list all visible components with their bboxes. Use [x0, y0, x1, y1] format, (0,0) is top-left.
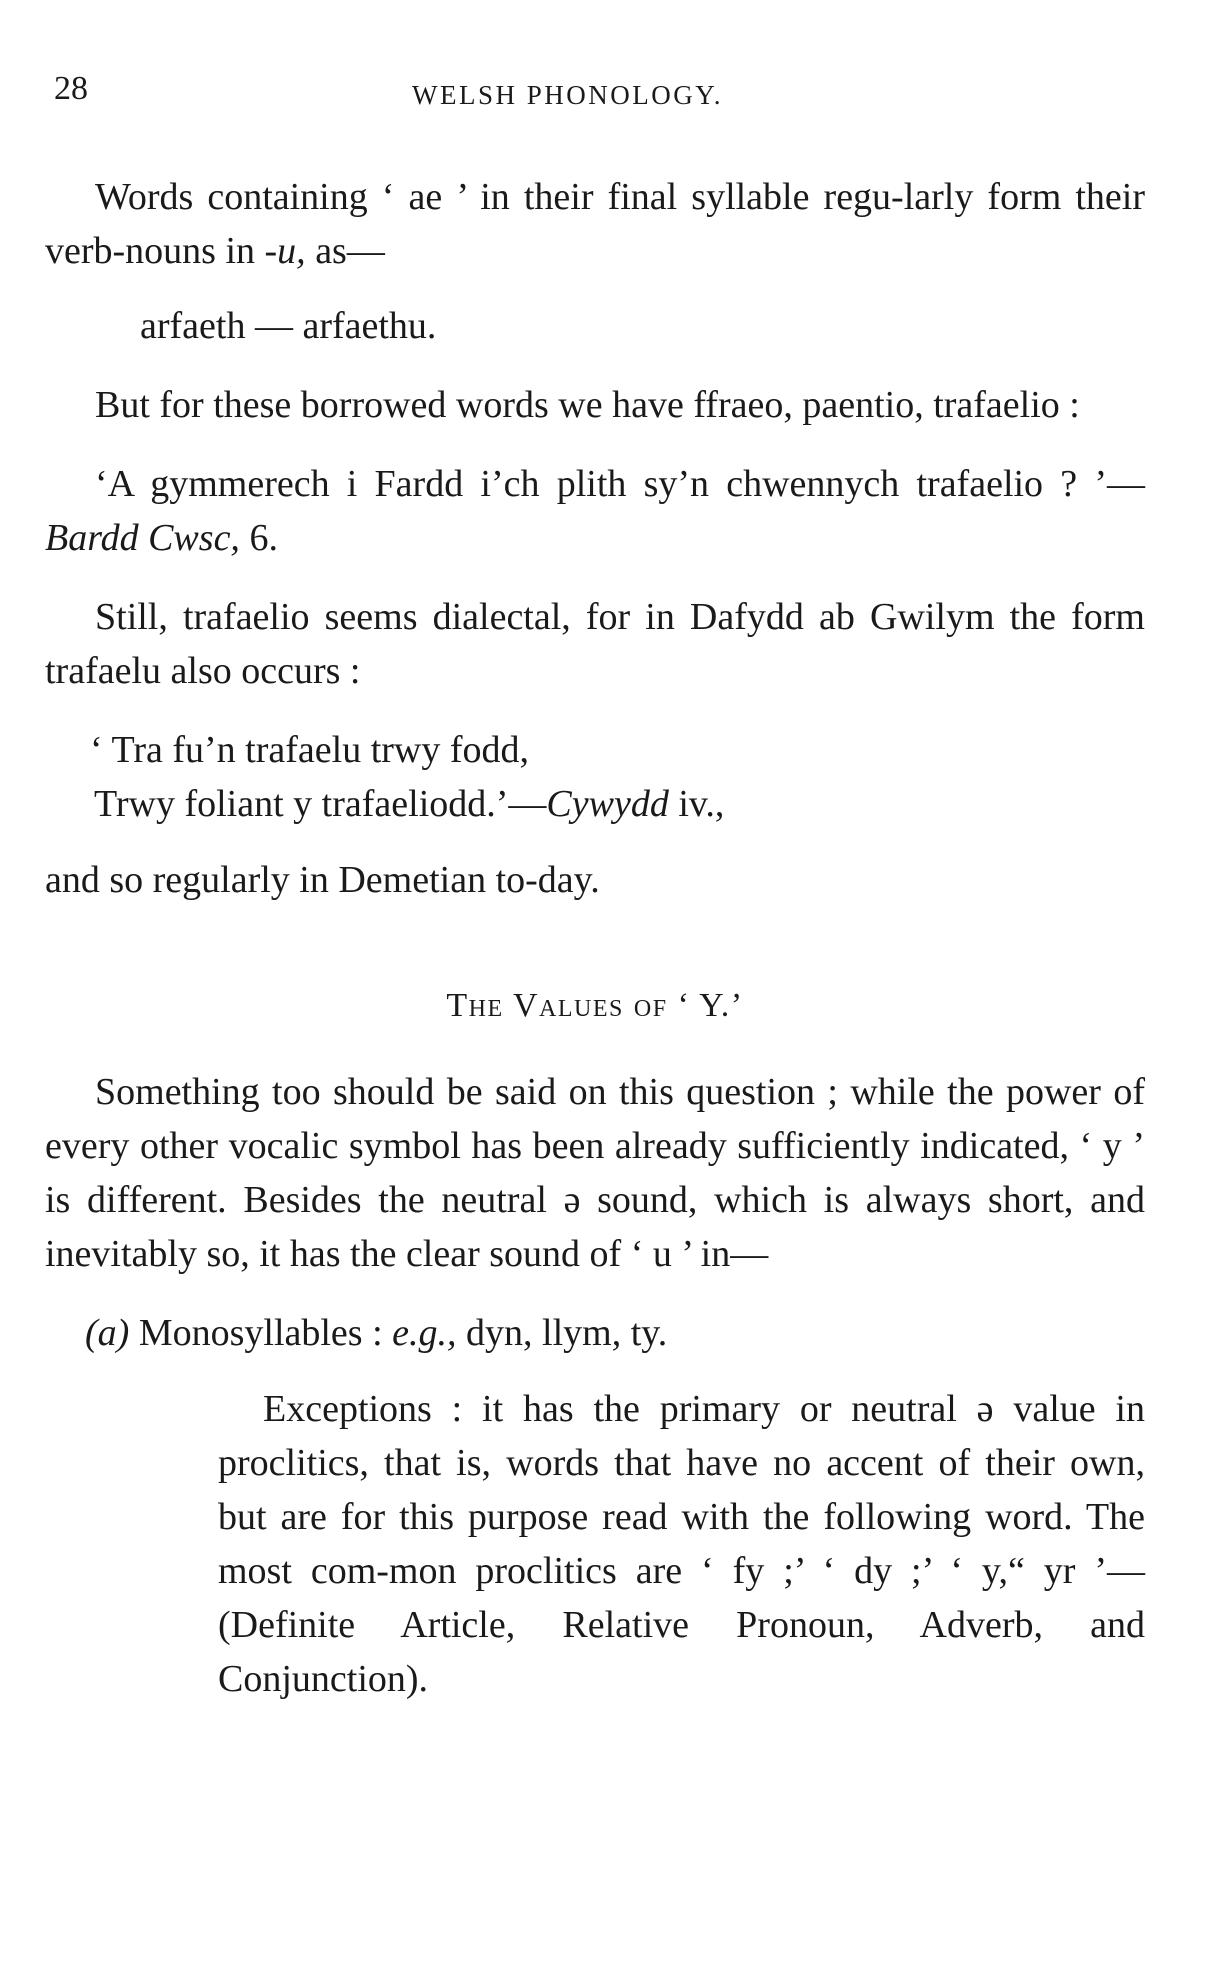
list-label: (a): [85, 1312, 130, 1354]
example-arfaeth: arfaeth — arfaethu.: [140, 305, 437, 347]
paragraph-exceptions: [45, 1382, 1145, 1706]
page-body: [45, 170, 1145, 1706]
quote-text: ‘A gymmerech i Fardd i’ch plith sy’n chwennych trafaelio ? ’—: [95, 463, 1145, 505]
list-item-monosyllables: [45, 1306, 1145, 1360]
section-heading: The Values of ‘ Y.’: [446, 987, 744, 1024]
list-text: Monosyllables :: [129, 1312, 393, 1354]
paragraph-text: Words containing ‘ ae ’ in their final syllable regu-larly form their verb-nouns in: [45, 176, 1145, 272]
paragraph-text: as—: [305, 230, 385, 272]
italic-source: Bardd Cwsc,: [45, 517, 240, 559]
paragraph-demetian: and so regularly in Demetian to-day.: [45, 859, 600, 901]
quote-text: 6.: [239, 517, 278, 559]
italic-text: e.g.,: [392, 1312, 457, 1354]
verse-line-1: ‘ Tra fu’n trafaelu trwy fodd,: [90, 729, 530, 771]
paragraph-dialectal: Still, trafaelio seems dialectal, for in Dafydd ab Gwilym the form trafaelu also occurs :: [45, 596, 1145, 692]
paragraph-values-of-y: Something too should be said on this question ; while the power of every other vocalic symbol has been already sufficiently indicated, ‘ y ’ is different. Besides the neutral ə sound, which is always short, and inevitably so, it has the clear sound of ‘ u ’ in—: [45, 1071, 1145, 1275]
page-number: 28: [54, 70, 88, 107]
paragraph-verb-nouns: [45, 170, 1145, 278]
list-text: dyn, llym, ty.: [456, 1312, 668, 1354]
verse-line-2: [90, 777, 1145, 831]
exceptions-text: Exceptions : it has the primary or neutral ə value in proclitics, that is, words that have no accent of their own, but are for this purpose read with the following word. The most com-mon proclitics are ‘ fy ;’ ‘ dy ;’ ‘ y,“ yr ’— (Definite Article, Relative Pronoun, Adverb, and Conjunction).: [218, 1388, 1145, 1700]
verse-quote: [45, 723, 1145, 831]
verse-text: Trwy foliant y trafaeliodd.’—: [94, 783, 547, 825]
italic-text: -u,: [264, 230, 306, 272]
quote-bardd-cwsc: [45, 457, 1145, 565]
running-title: WELSH PHONOLOGY.: [412, 80, 724, 110]
verse-text: iv.,: [668, 783, 725, 825]
page-header: [50, 70, 1150, 120]
paragraph-borrowed-words: But for these borrowed words we have ffraeo, paentio, trafaelio :: [95, 384, 1080, 426]
italic-source: Cywydd: [546, 783, 669, 825]
